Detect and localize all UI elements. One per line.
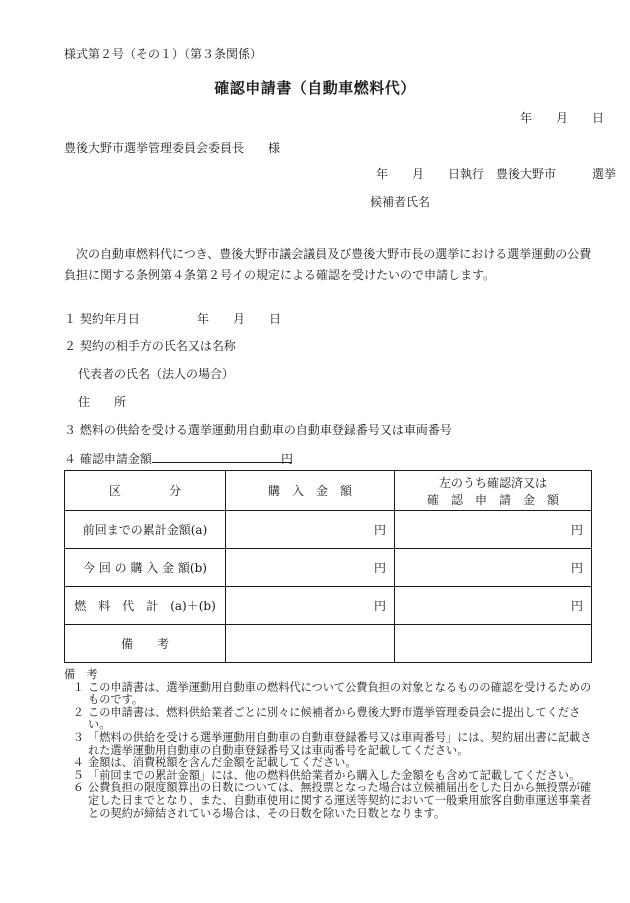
purchase-amount-cell[interactable]: 円	[226, 511, 395, 549]
amount-table	[64, 470, 592, 663]
amount-underline	[152, 462, 292, 463]
page-title: 確認申請書（自動車燃料代）	[214, 79, 416, 97]
intro-text-line-1: 次の自動車燃料代につき、豊後大野市議会議員及び豊後大野市長の選挙における選挙運動の公費	[76, 247, 592, 261]
note-number: ６	[72, 781, 84, 795]
note-item	[64, 732, 594, 757]
header-confirmed-line-2: 確 認 申 請 金 額	[426, 492, 559, 507]
amount-label: ４ 確認申請金額	[64, 452, 152, 466]
header-confirmed-line-1: 左のうち確認済又は	[438, 475, 547, 490]
confirmed-amount-cell[interactable]: 円	[395, 587, 592, 625]
purchase-amount-cell[interactable]: 円	[226, 587, 395, 625]
addressee: 豊後大野市選挙管理委員会委員長 様	[64, 141, 281, 155]
notes-section	[64, 669, 594, 820]
note-text: この申請書は、燃料供給業者ごとに別々に候補者から豊後大野市選挙管理委員会に提出してください。	[88, 705, 581, 732]
table-row	[65, 549, 592, 587]
form-number: 様式第２号（その１）（第３条関係）	[64, 47, 263, 61]
note-number: １	[72, 680, 84, 694]
confirmed-amount-cell[interactable]: 円	[395, 511, 592, 549]
table-header-row	[65, 471, 592, 511]
table-row	[65, 587, 592, 625]
representative-label: 代表者の氏名（法人の場合）	[78, 367, 235, 381]
notes-heading: 備 考	[64, 668, 98, 681]
address-label: 住 所	[78, 395, 127, 409]
candidate-name-label: 候補者氏名	[370, 195, 431, 209]
note-number: ５	[72, 768, 84, 782]
table-row	[65, 625, 592, 663]
remarks-cell[interactable]	[226, 625, 395, 663]
note-text: 「燃料の供給を受ける選挙運動用自動車の自動車登録番号又は車両番号」には、契約届出書に記載された選挙運動用自動車の自動車登録番号又は車両番号を記載してください。	[88, 730, 592, 757]
contract-date-value: 年 月 日	[197, 312, 282, 326]
row-label: 今 回 の 購 入 金 額(b)	[65, 549, 226, 587]
note-number: ３	[72, 730, 84, 744]
contract-date-label: １ 契約年月日	[64, 312, 140, 326]
note-item	[64, 757, 594, 770]
note-number: ２	[72, 705, 84, 719]
note-text: 金額は、消費税額を含んだ金額を記載してください。	[88, 756, 357, 770]
partner-label: ２ 契約の相手方の氏名又は名称	[64, 339, 236, 353]
table-row	[65, 511, 592, 549]
header-confirmed-amount	[395, 471, 592, 511]
note-number: ４	[72, 756, 84, 770]
note-item	[64, 707, 594, 732]
confirmed-amount-cell[interactable]: 円	[395, 549, 592, 587]
intro-text-line-2: 負担に関する条例第４条第２号イの規定による確認を受けたいので申請します。	[64, 268, 496, 282]
amount-unit: 円	[281, 452, 294, 466]
purchase-amount-cell[interactable]: 円	[226, 549, 395, 587]
note-item	[64, 782, 594, 820]
header-purchase-amount: 購 入 金 額	[226, 471, 395, 511]
note-text: 「前回までの累計金額」には、他の燃料供給業者から購入した金額をも含めて記載してください。	[88, 768, 581, 782]
note-text: この申請書は、選挙運動用自動車の燃料代について公費負担の対象となるものの確認を受けるためのものです。	[88, 680, 592, 707]
note-text: 公費負担の限度額算出の日数については、無投票となった場合は立候補届出をした日から無投票が確定した日までとなり、また、自動車使用に関する運送等契約において一般乗用旅客自動車運送事業者との契約が締結されている場合は、その日数を除いた日数となります。	[88, 781, 592, 820]
header-category: 区 分	[65, 471, 226, 511]
submission-date: 年 月 日	[520, 111, 605, 125]
vehicle-number-label: ３ 燃料の供給を受ける選挙運動用自動車の自動車登録番号又は車両番号	[64, 423, 452, 437]
note-item	[64, 682, 594, 707]
remarks-cell[interactable]	[395, 625, 592, 663]
row-label: 備 考	[65, 625, 226, 663]
election-line: 年 月 日執行 豊後大野市 選挙	[376, 167, 617, 181]
row-label: 前回までの累計金額(a)	[65, 511, 226, 549]
row-label: 燃 料 代 計 (a)＋(b)	[65, 587, 226, 625]
